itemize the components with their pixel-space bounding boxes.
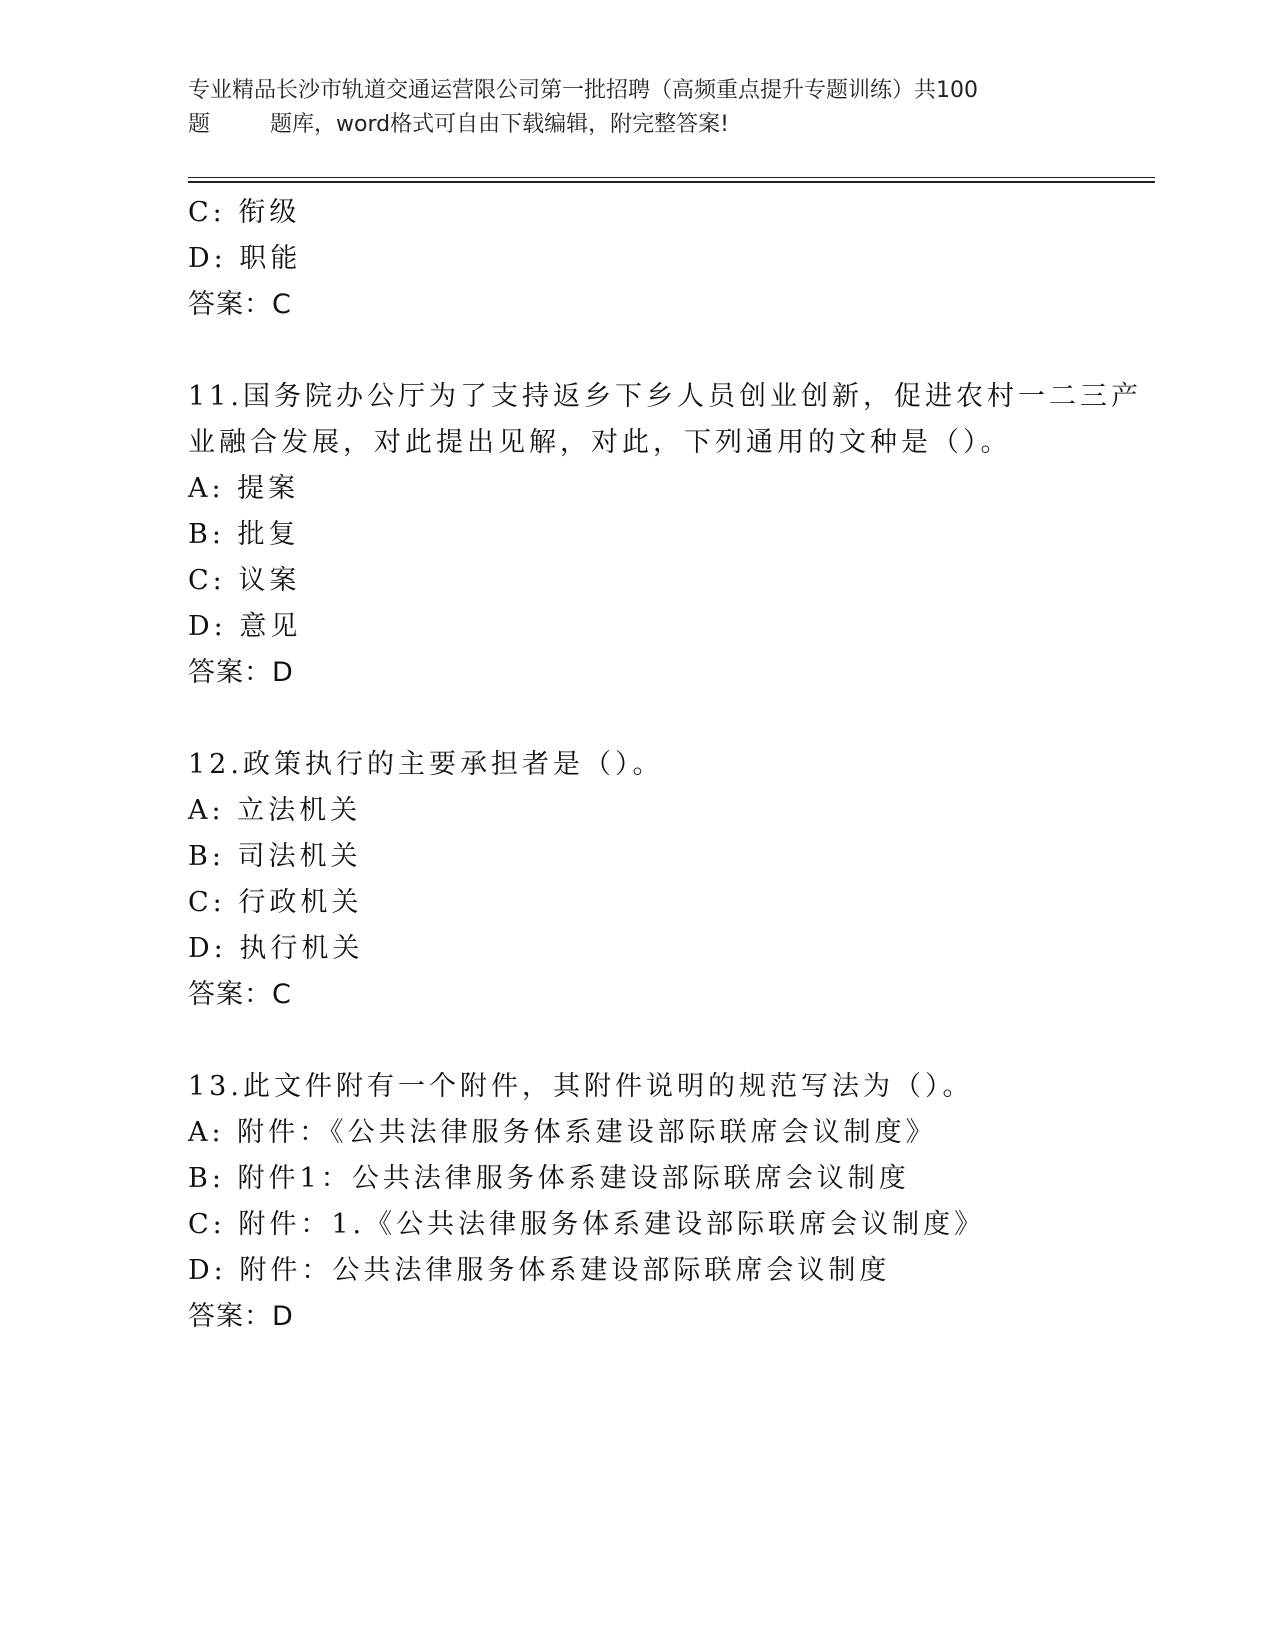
header-divider-thin bbox=[188, 177, 1155, 178]
option-b: B: 司法机关 bbox=[188, 841, 362, 872]
option-c: C: 议案 bbox=[188, 565, 301, 596]
option-d: D: 意见 bbox=[188, 611, 302, 642]
option-c: C: 附件：1.《公共法律服务体系建设部际联席会议制度》 bbox=[188, 1209, 986, 1240]
question-list bbox=[188, 190, 1148, 1340]
answer-label: 答案：D bbox=[188, 657, 294, 688]
question-13 bbox=[188, 1064, 1148, 1340]
question-stem: 13.此文件附有一个附件，其附件说明的规范写法为（）。 bbox=[188, 1071, 974, 1102]
option-a: A: 提案 bbox=[188, 473, 300, 504]
option-d: D: 执行机关 bbox=[188, 933, 364, 964]
question-12 bbox=[188, 742, 1148, 1018]
page-header bbox=[188, 74, 1088, 142]
answer-label: 答案：D bbox=[188, 1301, 294, 1332]
header-title-line2 bbox=[188, 108, 1088, 142]
header-line2-text: 题库，word格式可自由下载编辑，附完整答案! bbox=[270, 112, 729, 137]
option-b: B: 附件1：公共法律服务体系建设部际联席会议制度 bbox=[188, 1163, 910, 1194]
header-divider-thick bbox=[188, 181, 1155, 183]
answer-label: 答案：C bbox=[188, 289, 292, 320]
header-line2-lead: 题 bbox=[188, 112, 211, 137]
option-d: D: 职能 bbox=[188, 243, 302, 274]
question-11 bbox=[188, 374, 1148, 696]
question-10-tail bbox=[188, 190, 1148, 328]
option-a: A: 附件：《公共法律服务体系建设部际联席会议制度》 bbox=[188, 1117, 937, 1148]
option-d: D: 附件：公共法律服务体系建设部际联席会议制度 bbox=[188, 1255, 891, 1286]
question-stem-line2: 业融合发展，对此提出见解，对此，下列通用的文种是（）。 bbox=[188, 427, 1012, 458]
header-title-line1: 专业精品长沙市轨道交通运营限公司第一批招聘（高频重点提升专题训练）共100 bbox=[188, 78, 978, 103]
option-a: A: 立法机关 bbox=[188, 795, 362, 826]
question-stem: 12.政策执行的主要承担者是（）。 bbox=[188, 749, 664, 780]
option-c: C: 衔级 bbox=[188, 197, 301, 228]
answer-label: 答案：C bbox=[188, 979, 292, 1010]
option-c: C: 行政机关 bbox=[188, 887, 363, 918]
question-stem-line1: 11.国务院办公厅为了支持返乡下乡人员创业创新，促进农村一二三产 bbox=[188, 381, 1142, 412]
option-b: B: 批复 bbox=[188, 519, 300, 550]
